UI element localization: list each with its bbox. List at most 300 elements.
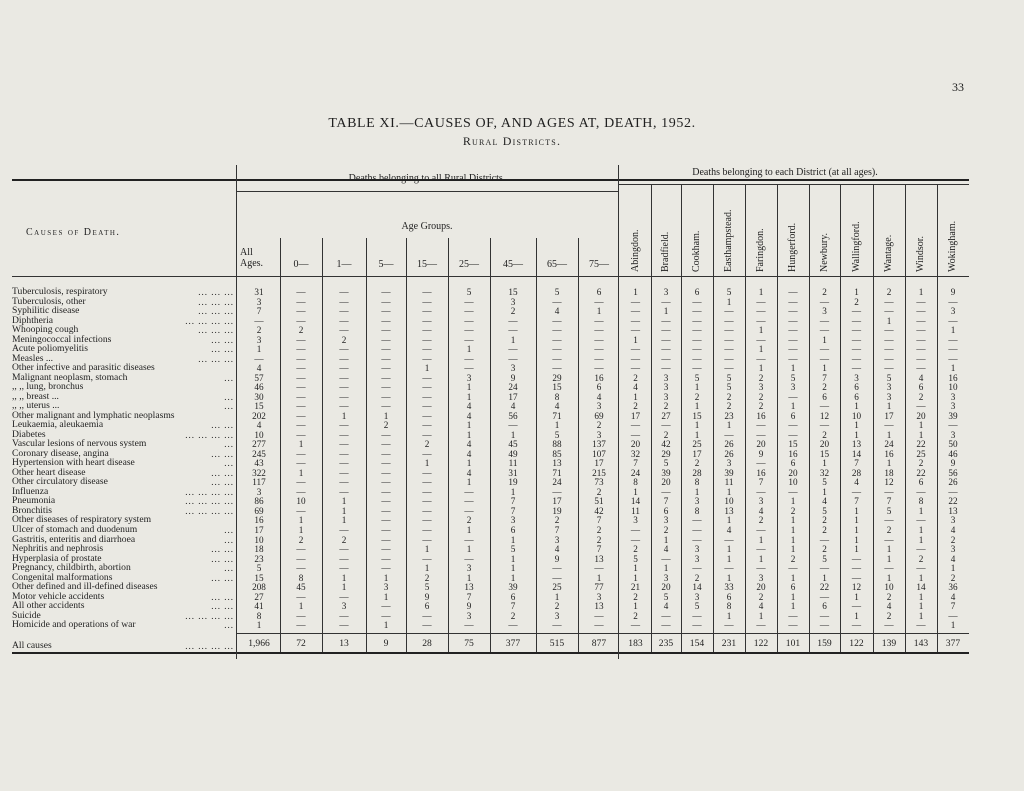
district-count-cell: — (724, 344, 734, 355)
district-count-cell: 5 (726, 287, 732, 297)
district-header-rule (618, 184, 969, 185)
district-count-cell: 8 (918, 496, 924, 507)
district-count-cell: 1 (854, 534, 859, 545)
cause-text: ,, ,, lung, bronchus (12, 382, 84, 393)
leader-dots: ... (224, 458, 234, 469)
age-count-cell: 17 (254, 525, 264, 535)
district-count-cell: — (819, 420, 830, 431)
age-count-cell: 73 (594, 477, 604, 488)
district-count-cell: — (819, 296, 830, 307)
age-count-cell: — (422, 486, 432, 497)
age-total-cell: 72 (296, 638, 306, 649)
district-count-cell: 5 (633, 553, 638, 564)
district-count-cell: — (756, 353, 766, 364)
age-count-cell: 4 (256, 420, 262, 431)
age-count-cell: — (508, 353, 518, 364)
district-count-cell: 1 (790, 591, 796, 602)
district-count-cell: 9 (950, 287, 956, 297)
cause-label (12, 316, 236, 326)
cause-label (12, 582, 236, 592)
age-count-cell: 1 (466, 382, 472, 393)
district-count-cell: — (756, 420, 766, 431)
age-count-cell: — (381, 477, 391, 488)
district-count-cell: 2 (758, 515, 764, 526)
age-count-cell: 39 (508, 582, 518, 593)
district-count-cell: 8 (726, 601, 732, 612)
age-count-cell: 85 (552, 448, 562, 459)
district-count-cell: — (756, 563, 766, 574)
district-count-cell: 17 (692, 448, 702, 459)
district-count-cell: 16 (788, 448, 798, 459)
age-count-cell: 15 (254, 401, 264, 412)
age-count-cell: — (339, 382, 349, 393)
district-count-cell: 39 (661, 467, 671, 478)
cause-text: Influenza (12, 486, 49, 497)
age-count-cell: — (254, 353, 264, 364)
age-count-cell: — (296, 391, 306, 402)
age-count-cell: — (381, 610, 391, 621)
age-count-cell: — (339, 372, 349, 383)
age-count-cell: 4 (596, 391, 602, 402)
cause-text: Homicide and operations of war (12, 620, 136, 631)
district-count-cell: 3 (886, 382, 892, 393)
district-count-cell: 3 (950, 544, 956, 555)
cause-text: Congenital malformations (12, 572, 113, 583)
age-count-cell: — (339, 420, 349, 431)
district-count-cell: 1 (663, 534, 669, 545)
district-count-cell: 2 (790, 553, 796, 564)
district-count-cell: 27 (661, 410, 671, 421)
cause-text: Pneumonia (12, 496, 56, 507)
age-count-cell: 4 (466, 401, 472, 412)
age-count-cell: 3 (256, 334, 262, 345)
district-count-cell: — (692, 363, 702, 374)
age-count-cell: — (422, 515, 432, 526)
age-count-cell: — (508, 315, 518, 326)
district-count-cell: 3 (950, 401, 956, 412)
page-number: 33 (952, 80, 964, 94)
district-count-cell: 1 (694, 420, 700, 431)
district-count-cell: — (884, 344, 894, 355)
age-count-cell: — (422, 391, 432, 402)
district-count-cell: — (756, 306, 766, 317)
cause-label (12, 477, 236, 487)
district-count-cell: — (884, 620, 894, 631)
district-count-cell: — (630, 325, 641, 336)
age-total-cell: 75 (464, 638, 474, 649)
district-total-cell: 231 (721, 638, 737, 649)
district-column-header: Easthampstead. (723, 209, 734, 272)
district-count-cell: 10 (884, 582, 894, 593)
cause-label (12, 449, 236, 459)
age-count-cell: — (381, 467, 391, 478)
leader-dots: ... ... (211, 591, 234, 602)
district-count-cell: 3 (663, 572, 669, 583)
district-count-cell: — (788, 353, 798, 364)
district-count-cell: 1 (726, 553, 732, 564)
age-count-cell: — (339, 610, 349, 621)
age-count-cell: — (422, 525, 432, 535)
age-count-cell: — (296, 458, 306, 469)
district-count-cell: — (948, 344, 958, 355)
district-count-cell: 7 (886, 496, 892, 507)
age-count-cell: 6 (510, 591, 516, 602)
district-count-cell: 1 (726, 544, 732, 555)
age-count-cell: 45 (296, 582, 306, 593)
age-count-cell: 1 (510, 334, 516, 345)
age-count-cell: 2 (424, 572, 430, 583)
district-count-cell: — (916, 563, 926, 574)
district-count-cell: 18 (884, 467, 894, 478)
age-count-cell: 69 (594, 410, 604, 421)
cause-label (12, 554, 236, 564)
age-count-cell: — (339, 306, 349, 317)
age-count-cell: — (339, 467, 349, 478)
age-count-cell: 49 (508, 448, 518, 459)
district-count-cell: 4 (758, 505, 764, 516)
age-count-cell: 2 (554, 601, 560, 612)
age-count-cell: — (339, 296, 349, 307)
district-column-header: Abingdon. (629, 229, 641, 272)
age-count-cell: 13 (552, 458, 562, 469)
leader-dots: ... ... ... ... (185, 429, 234, 440)
district-count-cell: 3 (694, 553, 700, 564)
age-count-cell: 4 (256, 363, 262, 374)
district-count-cell: — (788, 306, 798, 317)
district-count-cell: — (630, 344, 641, 355)
age-count-cell: — (296, 344, 306, 355)
district-count-cell: 2 (822, 382, 827, 393)
age-count-cell: 57 (254, 372, 264, 383)
age-count-cell: 1 (424, 544, 430, 555)
district-count-cell: 4 (918, 372, 924, 383)
district-count-cell: — (851, 601, 862, 612)
age-total-cell: 13 (339, 638, 349, 649)
district-count-cell: 32 (819, 467, 830, 478)
age-count-cell: 5 (424, 582, 430, 593)
age-count-cell: — (422, 553, 432, 564)
age-count-cell: 1 (466, 344, 472, 355)
age-count-cell: 2 (466, 515, 472, 526)
district-count-cell: 15 (819, 448, 830, 459)
district-count-cell: 13 (724, 505, 734, 516)
age-count-cell: — (594, 315, 604, 326)
district-count-cell: 1 (633, 287, 638, 297)
age-count-cell: — (552, 620, 562, 631)
cause-text: Other heart disease (12, 467, 86, 478)
leader-dots: ... ... ... (198, 353, 234, 364)
age-count-cell: — (296, 401, 306, 412)
district-count-cell: — (788, 620, 798, 631)
district-count-cell: 46 (948, 448, 958, 459)
age-count-cell: — (296, 620, 306, 631)
district-count-cell: 1 (726, 486, 732, 497)
district-count-cell: 1 (918, 505, 924, 516)
age-count-cell: — (339, 486, 349, 497)
age-count-cell: — (296, 553, 306, 564)
district-count-cell: — (916, 353, 926, 364)
district-count-cell: 22 (819, 582, 830, 593)
district-count-cell: 7 (758, 477, 764, 488)
district-count-cell: 3 (950, 306, 956, 317)
district-count-cell: — (630, 306, 641, 317)
leader-dots: ... ... ... (198, 306, 234, 317)
age-count-cell: 1 (341, 582, 347, 593)
district-count-cell: 1 (694, 486, 700, 497)
cause-label (12, 458, 236, 468)
district-count-cell: 36 (948, 582, 958, 593)
age-count-cell: — (296, 563, 306, 574)
age-count-cell: — (552, 296, 562, 307)
district-count-cell: — (756, 296, 766, 307)
age-count-cell: — (296, 420, 306, 431)
cause-text: Measles ... (12, 353, 54, 364)
district-count-cell: — (788, 420, 798, 431)
district-count-cell: 10 (788, 477, 798, 488)
district-count-cell: 1 (918, 420, 924, 431)
district-count-cell: 4 (758, 601, 764, 612)
age-count-cell: 3 (510, 296, 516, 307)
district-count-cell: — (916, 544, 926, 555)
age-count-cell: 2 (596, 534, 602, 545)
district-count-cell: 1 (633, 334, 638, 345)
district-count-cell: 29 (661, 448, 671, 459)
district-count-cell: — (724, 620, 734, 631)
top-rule (12, 179, 969, 181)
district-count-cell: 3 (633, 515, 638, 526)
age-count-cell: — (422, 306, 432, 317)
district-count-cell: — (692, 620, 702, 631)
district-count-cell: 9 (950, 458, 956, 469)
cause-label (12, 468, 236, 478)
district-count-cell: — (692, 353, 702, 364)
district-count-cell: 4 (950, 591, 956, 602)
district-count-cell: 2 (854, 296, 859, 307)
district-count-cell: 28 (851, 467, 862, 478)
age-count-cell: 69 (254, 505, 264, 516)
district-count-cell: 3 (694, 544, 700, 555)
age-count-cell: — (464, 353, 474, 364)
district-count-cell: 12 (819, 410, 830, 421)
district-count-cell: — (884, 515, 894, 526)
age-count-cell: 4 (466, 448, 472, 459)
district-count-cell: 9 (758, 448, 764, 459)
leader-dots: ... ... (211, 544, 234, 555)
age-count-cell: 245 (252, 448, 266, 459)
district-count-cell: 2 (918, 553, 924, 564)
age-count-cell: 202 (252, 410, 266, 421)
district-count-cell: — (916, 334, 926, 345)
district-count-cell: — (916, 363, 926, 374)
cause-text: Whooping cough (12, 325, 79, 336)
district-count-cell: — (884, 296, 894, 307)
age-count-cell: 1 (298, 515, 304, 526)
age-count-cell: — (296, 591, 306, 602)
district-count-cell: — (756, 458, 766, 469)
age-column-header: 15— (417, 259, 437, 270)
district-count-cell: 2 (694, 572, 700, 583)
district-count-cell: — (884, 353, 894, 364)
district-count-cell: — (724, 353, 734, 364)
age-count-cell: — (594, 296, 604, 307)
district-count-cell: 28 (692, 467, 702, 478)
district-count-cell: 1 (950, 325, 956, 336)
age-count-cell: 1 (341, 410, 347, 421)
district-count-cell: — (819, 353, 830, 364)
age-count-cell: 7 (510, 496, 516, 507)
district-count-cell: — (851, 334, 862, 345)
district-count-cell: 1 (918, 287, 924, 297)
district-count-cell: 2 (822, 429, 827, 440)
cause-label (12, 563, 236, 573)
cause-text: ,, ,, uterus ... (12, 401, 60, 412)
district-count-cell: 1 (822, 334, 827, 345)
age-count-cell: — (594, 363, 604, 374)
district-count-cell: 6 (918, 382, 924, 393)
district-count-cell: — (948, 296, 958, 307)
district-count-cell: — (724, 429, 734, 440)
district-count-cell: — (948, 334, 958, 345)
district-column-header: Wantage. (883, 234, 894, 272)
district-count-cell: 5 (726, 382, 732, 393)
district-count-cell: 1 (758, 325, 764, 336)
district-count-cell: 2 (886, 591, 892, 602)
age-count-cell: — (464, 363, 474, 374)
district-count-cell: 20 (819, 439, 830, 450)
cause-label (12, 535, 236, 545)
district-count-cell: 1 (758, 534, 764, 545)
age-count-cell: 1 (341, 572, 347, 583)
district-count-cell: 15 (788, 439, 798, 450)
district-deaths-header: Deaths belonging to each District (at all ages). (692, 167, 878, 178)
district-count-cell: 1 (822, 458, 827, 469)
district-count-cell: 4 (663, 601, 669, 612)
age-count-cell: — (464, 306, 474, 317)
age-count-cell: — (296, 382, 306, 393)
age-count-cell: — (381, 363, 391, 374)
age-count-cell: — (339, 439, 349, 450)
district-column-header: Bradfield. (660, 231, 671, 272)
district-count-cell: 7 (950, 601, 956, 612)
age-count-cell: — (464, 496, 474, 507)
district-total-cell: 235 (658, 638, 674, 649)
age-count-cell: 16 (594, 372, 604, 383)
age-count-cell: 2 (510, 610, 516, 621)
age-count-cell: — (422, 296, 432, 307)
age-count-cell: — (339, 353, 349, 364)
district-count-cell: 2 (886, 610, 892, 621)
cause-label (12, 420, 236, 430)
district-count-cell: 42 (661, 439, 671, 450)
age-count-cell: 1 (424, 363, 430, 374)
district-count-cell: 3 (950, 391, 956, 402)
district-count-cell: 1 (633, 572, 638, 583)
district-count-cell: — (692, 344, 702, 355)
cause-label (12, 344, 236, 354)
district-count-cell: 1 (694, 401, 700, 412)
age-count-cell: — (464, 620, 474, 631)
age-count-cell: — (296, 363, 306, 374)
district-count-cell: 22 (916, 439, 926, 450)
district-count-cell: 3 (726, 458, 732, 469)
cause-text: Diabetes (12, 429, 46, 440)
cause-label (12, 515, 236, 525)
age-column-header: 0— (293, 259, 309, 270)
district-count-cell: — (884, 325, 894, 336)
age-count-cell: — (381, 401, 391, 412)
age-count-cell: 1 (341, 505, 347, 516)
district-count-cell: 1 (854, 287, 859, 297)
age-count-cell: — (381, 287, 391, 297)
district-count-cell: — (916, 344, 926, 355)
leader-dots: ... (224, 401, 234, 412)
age-count-cell: 4 (554, 544, 560, 555)
cause-label (12, 487, 236, 497)
age-count-cell: 1 (596, 306, 602, 317)
district-count-cell: 1 (918, 591, 924, 602)
age-count-cell: 1 (510, 563, 516, 574)
district-count-cell: 20 (661, 477, 671, 488)
age-count-cell: 1 (510, 572, 516, 583)
district-count-cell: 2 (758, 591, 764, 602)
district-count-cell: 22 (948, 496, 958, 507)
district-total-cell: 139 (881, 638, 897, 649)
age-count-cell: — (339, 363, 349, 374)
cause-label (12, 506, 236, 516)
age-count-cell: 2 (424, 439, 430, 450)
totals-text: All causes (12, 641, 52, 651)
district-count-cell: 3 (663, 287, 669, 297)
age-count-cell: 2 (341, 334, 347, 345)
district-count-cell: 1 (950, 620, 956, 631)
rural-deaths-header: Deaths belonging to all Rural Districts. (348, 173, 506, 184)
district-count-cell: — (724, 363, 734, 374)
age-count-cell: — (422, 429, 432, 440)
age-count-cell: — (508, 620, 518, 631)
table-title: TABLE XI.—CAUSES OF, AND AGES AT, DEATH, 1952. (328, 116, 696, 131)
age-count-cell: 3 (596, 429, 602, 440)
district-count-cell: — (819, 325, 830, 336)
cause-label (12, 439, 236, 449)
age-count-cell: — (381, 601, 391, 612)
district-count-cell: — (851, 353, 862, 364)
district-count-cell: — (724, 306, 734, 317)
district-count-cell: 1 (918, 610, 924, 621)
district-count-cell: 17 (630, 410, 641, 421)
district-count-cell: 32 (630, 448, 641, 459)
district-count-cell: — (788, 610, 798, 621)
age-total-cell: 28 (422, 638, 432, 649)
age-count-cell: — (296, 448, 306, 459)
age-count-cell: 1 (554, 591, 560, 602)
cause-label (12, 335, 236, 345)
district-count-cell: 1 (886, 544, 892, 555)
age-count-cell: 1 (466, 477, 472, 488)
cause-text: Pregnancy, childbirth, abortion (12, 563, 131, 574)
age-count-cell: — (422, 534, 432, 545)
district-count-cell: 3 (822, 306, 827, 317)
district-count-cell: 2 (633, 544, 638, 555)
age-count-cell: — (381, 486, 391, 497)
district-count-cell: 24 (630, 467, 641, 478)
age-count-cell: — (339, 525, 349, 535)
age-count-cell: — (339, 344, 349, 355)
age-count-cell: — (296, 429, 306, 440)
age-count-cell: 2 (596, 525, 602, 535)
district-count-cell: — (948, 353, 958, 364)
district-count-cell: — (630, 525, 641, 535)
age-count-cell: 9 (554, 553, 560, 564)
